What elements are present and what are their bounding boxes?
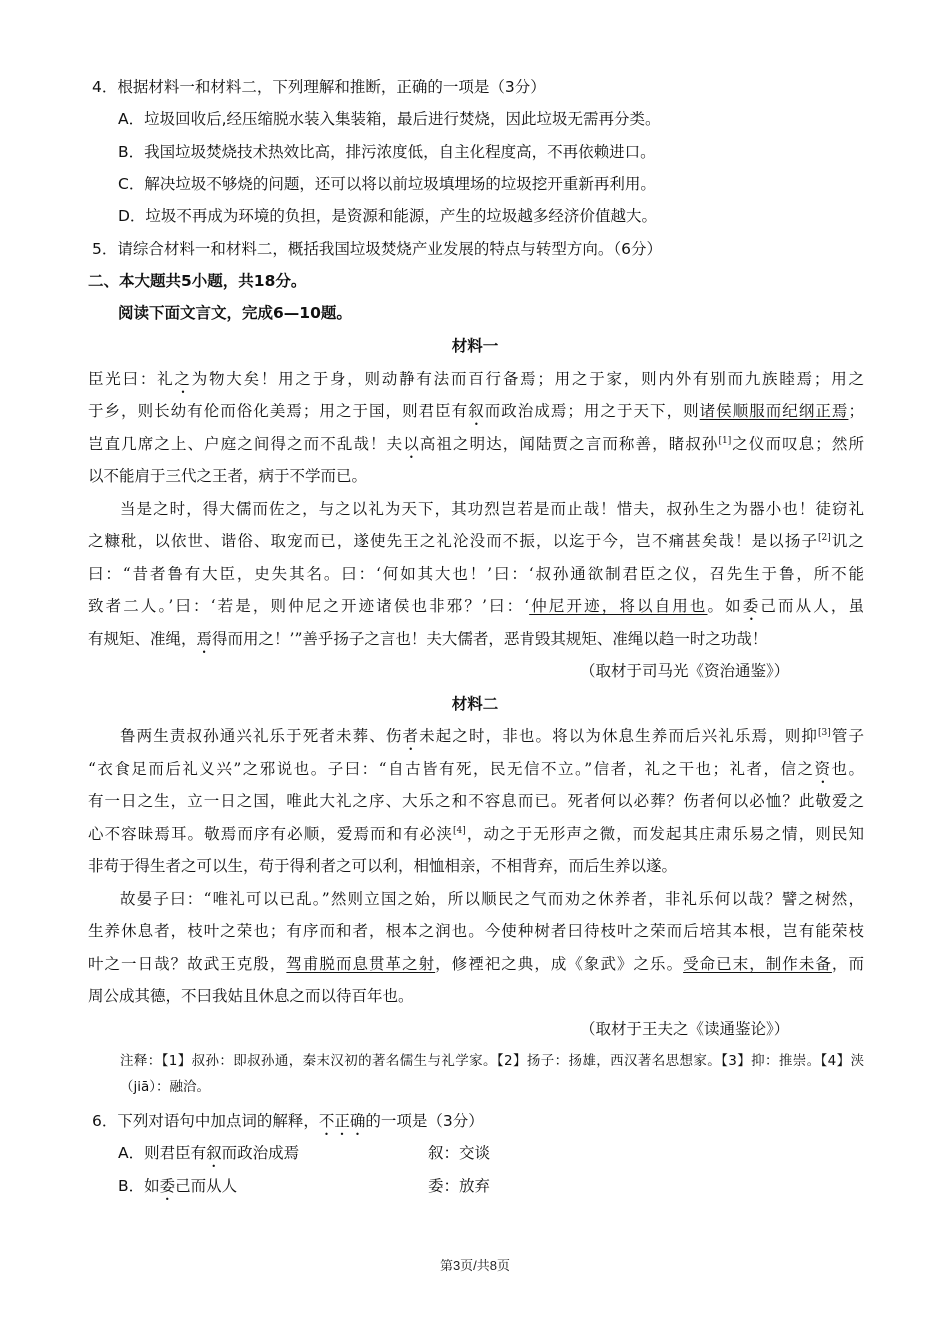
material-1-p2-line-4: 致者二人。’曰：‘若是，则仲尼之开迹诸侯也非邪？’曰：‘仲尼开迹，将以自用也。如委己而从人，虽 bbox=[88, 597, 864, 615]
footnote-ref-1: [1] bbox=[718, 436, 732, 446]
footnote-ref-4: [4] bbox=[453, 826, 466, 836]
material-2-p1-line-1: 鲁两生责叔孙通兴礼乐于死者未葬、伤者未起之时，非也。将以为休息生养而后兴礼乐焉，则抑[3]管子 bbox=[120, 727, 864, 745]
annotation-notes-line-2: （jiā）：融洽。 bbox=[120, 1079, 211, 1095]
question-4-option-c: C．解决垃圾不够烧的问题，还可以将以前垃圾填埋场的垃圾挖开重新再利用。 bbox=[118, 175, 656, 193]
emphasis-dot-option-b: 委 bbox=[159, 1177, 176, 1195]
question-6-option-a: A．则君臣有叙而政治成焉 bbox=[118, 1144, 300, 1162]
material-2-source: （取材于王夫之《读通鉴论》） bbox=[580, 1020, 790, 1038]
underlined-phrase-zhongni: 仲尼开迹，将以自用也 bbox=[529, 597, 708, 615]
material-1-p1-line-3: 岂直几席之上、户庭之间得之而不乱哉！夫以高祖之明达，闻陆贾之言而称善，睹叔孙[1]之仪而叹息；然所 bbox=[88, 435, 864, 453]
material-2-p1-line-4: 心不容昧焉耳。敬焉而序有必顺，爱焉而和有必浃[4]，动之于无形声之微，而发起其庄肃乐易之情，则民知 bbox=[88, 825, 864, 843]
underlined-phrase-shouming: 受命已末，制作未备 bbox=[683, 955, 832, 973]
question-4-option-d: D．垃圾不再成为环境的负担，是资源和能源，产生的垃圾越多经济价值越大。 bbox=[118, 207, 657, 225]
emphasis-dot-yan: 焉 bbox=[196, 630, 213, 648]
question-6-stem: 6．下列对语句中加点词的解释，不正确的一项是（3分） bbox=[92, 1112, 484, 1130]
material-2-p1-line-3: 有一日之生，立一日之国，唯此大礼之序、大乐之和不容息而已。死者何以必葬？伤者何以必恤？此敬爱之 bbox=[88, 792, 864, 810]
material-2-p2-line-2: 生养休息者，枝叶之荣也；有序而和者，根本之润也。今使种树者曰待枝叶之荣而后培其本根，岂有能荣枝 bbox=[88, 922, 864, 940]
question-4-stem: 4．根据材料一和材料二，下列理解和推断，正确的一项是（3分） bbox=[92, 78, 546, 96]
emphasis-dot-wei: 委 bbox=[742, 597, 761, 615]
question-5-stem: 5．请综合材料一和材料二，概括我国垃圾焚烧产业发展的特点与转型方向。（6分） bbox=[92, 240, 662, 258]
emphasis-dot-zhe: 者 bbox=[402, 727, 420, 745]
footnote-ref-3: [3] bbox=[817, 728, 831, 738]
material-1-p2-line-5: 有规矩、准绳，焉得而用之！’”善乎扬子之言也！夫大儒者，恶肯毁其规矩、准绳以趋一时之功哉！ bbox=[88, 630, 768, 648]
emphasis-dot-zi: 资 bbox=[814, 760, 832, 778]
emphasis-dot-incorrect: 不正确 bbox=[318, 1112, 366, 1130]
emphasis-dot-xu: 叙 bbox=[468, 402, 485, 420]
question-6-option-b: B．如委己而从人 bbox=[118, 1177, 238, 1195]
underlined-phrase-zhuhou: 诸侯顺服而纪纲正焉 bbox=[699, 402, 849, 420]
material-1-p2-line-1: 当是之时，得大儒而佐之，与之以礼为天下，其功烈岂若是而止哉！惜夫，叔孙生之为器小也！徒窃礼 bbox=[120, 500, 864, 518]
material-1-p2-line-3: 曰：“昔者鲁有大臣，史失其名。曰：‘何如其大也！’曰：‘叔孙通欲制君臣之仪，召先生于鲁，所不能 bbox=[88, 565, 864, 583]
material-2-p2-line-4: 周公成其德，不曰我姑且休息之而以待百年也。 bbox=[88, 987, 414, 1005]
material-2-p1-line-2: “衣食足而后礼义兴”之邪说也。子曰：“自古皆有死，民无信不立。”信者，礼之干也；礼者，信之资也。 bbox=[88, 760, 864, 778]
question-6-option-a-gloss: 叙：交谈 bbox=[428, 1144, 491, 1162]
material-1-source: （取材于司马光《资治通鉴》） bbox=[580, 662, 790, 680]
material-1-p1-line-2: 于乡，则长幼有伦而俗化美焉；用之于国，则君臣有叙而政治成焉；用之于天下，则诸侯顺服而纪纲正焉； bbox=[88, 402, 864, 420]
section-2-instruction: 阅读下面文言文，完成6—10题。 bbox=[118, 304, 352, 322]
material-2-p2-line-3: 叶之一日哉？故武王克殷，驾甫脱而息贯革之射，修禋祀之典，成《象武》之乐。受命已末，制作未备，而 bbox=[88, 955, 864, 973]
emphasis-dot-yi: 以 bbox=[403, 435, 420, 453]
material-1-p1-line-1: 臣光曰：礼之为物大矣！用之于身，则动静有法而百行备焉；用之于家，则内外有别而九族睦焉；用之 bbox=[88, 370, 864, 388]
material-2-p2-line-1: 故晏子曰：“唯礼可以已乱。”然则立国之始，所以顺民之气而劝之休养者，非礼乐何以哉？譬之树然， bbox=[120, 890, 864, 908]
page-number-footer: 第3页/共8页 bbox=[439, 1258, 511, 1273]
section-2-heading: 二、本大题共5小题，共18分。 bbox=[88, 272, 307, 290]
question-4-option-b: B．我国垃圾焚烧技术热效比高，排污浓度低，自主化程度高，不再依赖进口。 bbox=[118, 143, 656, 161]
material-2-p1-line-5: 非苟于得生者之可以生，苟于得利者之可以利，相恤相亲，不相背弃，而后生养以遂。 bbox=[88, 857, 678, 875]
material-1-p2-line-2: 之糠秕，以依世、谐俗、取宠而已，遂使先王之礼沦没而不振，以迄于今，岂不痛甚矣哉！是以扬子[2]讥之 bbox=[88, 532, 864, 550]
emphasis-dot-zhi: 之 bbox=[174, 370, 192, 388]
material-2-title: 材料二 bbox=[451, 695, 499, 713]
material-1-p1-line-4: 以不能肩于三代之王者，病于不学而已。 bbox=[88, 467, 368, 485]
annotation-notes-line-1: 注释：【1】叔孙：即叔孙通，秦末汉初的著名儒生与礼学家。【2】扬子：扬雄，西汉著名思想家。【3】抑：推崇。【4】浃 bbox=[120, 1053, 864, 1069]
footnote-ref-2: [2] bbox=[818, 533, 831, 543]
material-1-title: 材料一 bbox=[451, 337, 499, 355]
question-6-option-b-gloss: 委：放弃 bbox=[428, 1177, 491, 1195]
underlined-phrase-jiafu: 驾甫脱而息贯革之射 bbox=[286, 955, 436, 973]
question-4-option-a: A．垃圾回收后,经压缩脱水装入集装箱，最后进行焚烧，因此垃圾无需再分类。 bbox=[118, 110, 661, 128]
emphasis-dot-option-a: 叙 bbox=[206, 1144, 222, 1162]
